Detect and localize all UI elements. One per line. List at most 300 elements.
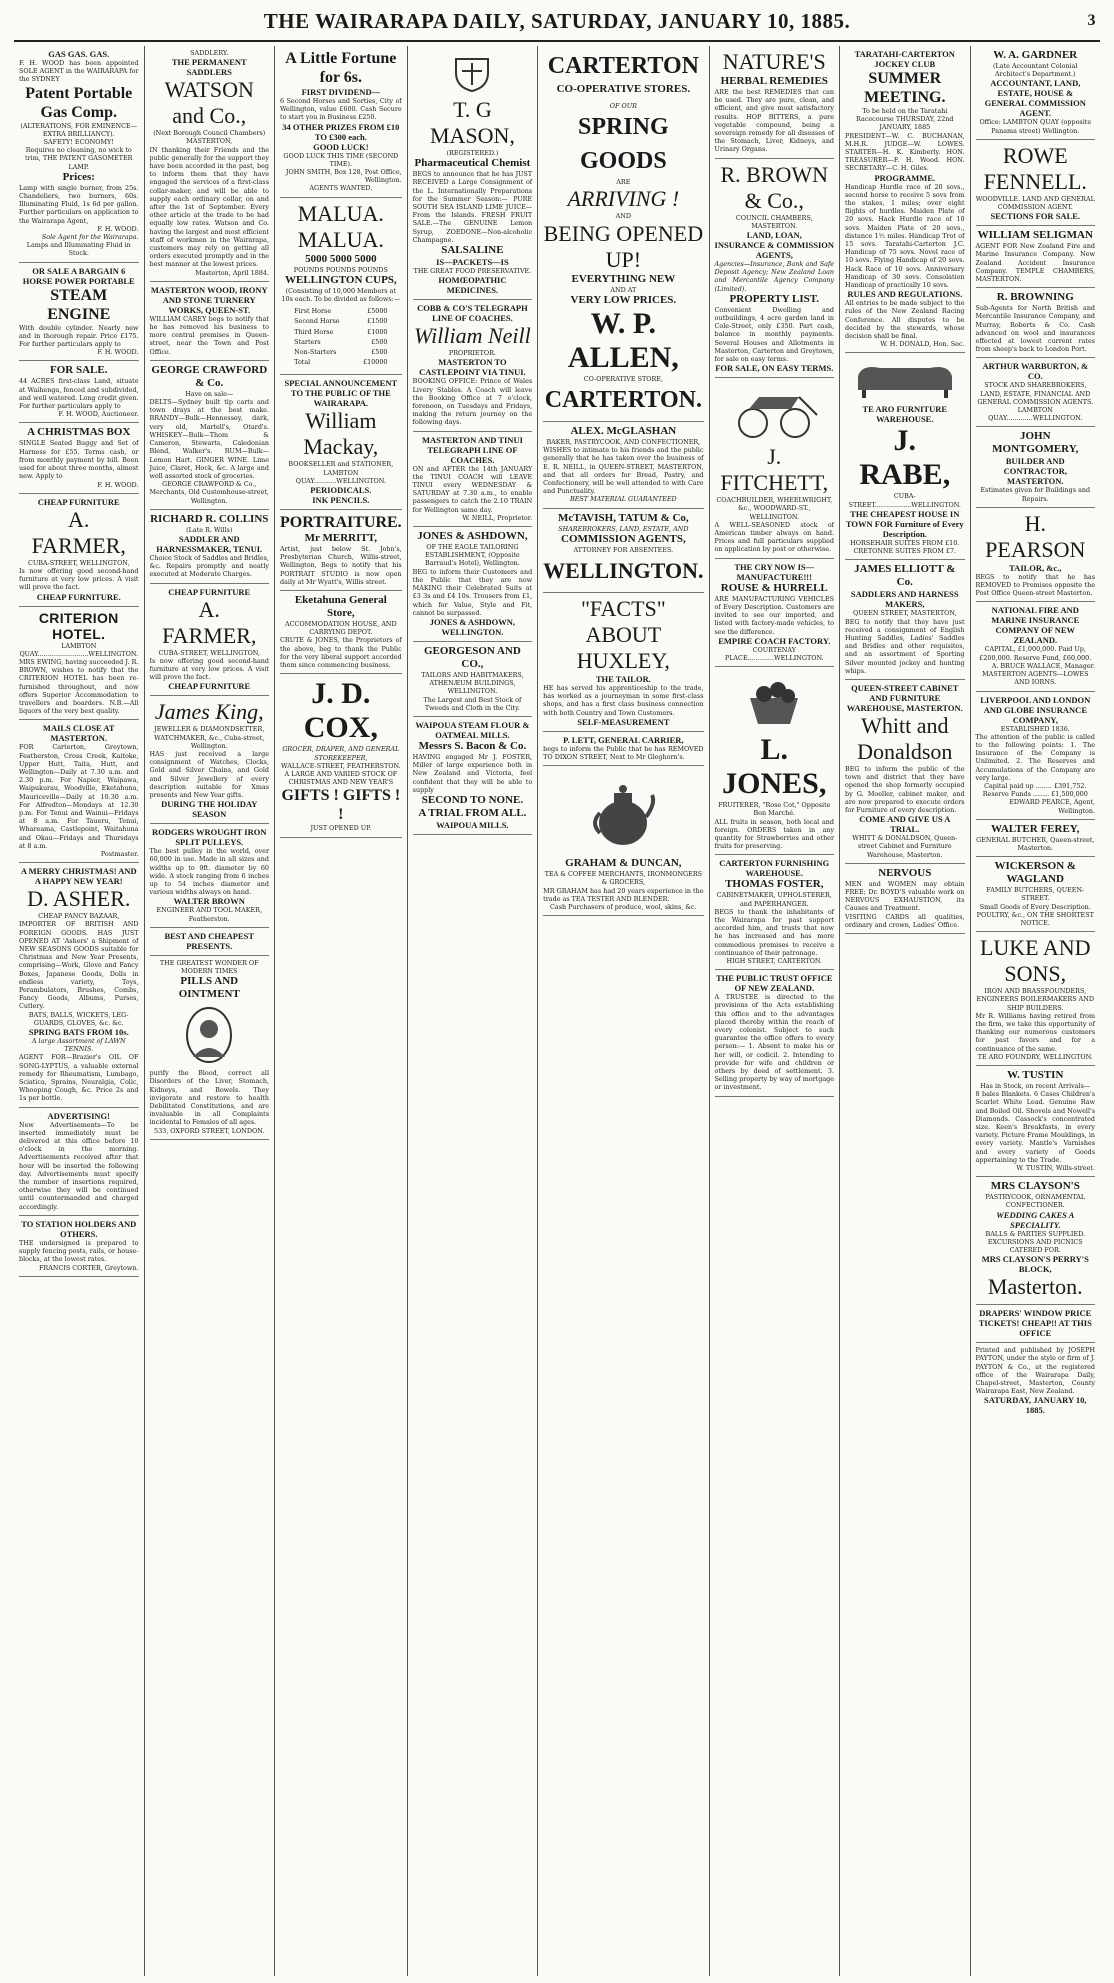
ad-address: QUEEN STREET, MASTERTON, bbox=[852, 609, 957, 618]
ad-text: The Largest and Best Stock of Tweeds and Cloth in the City. bbox=[423, 695, 522, 712]
ad-text: WILLIAM CAREY begs to notify that he has removed his business to more central premises in Queen-street, near the Town and Post Office. bbox=[149, 314, 269, 356]
ad-heading: SECOND TO NONE. bbox=[421, 793, 524, 806]
ad-text: AGENT FOR—Brazier's OIL OF SONG-LYPTUS, a valuable external remedy for Rheumatism, Lumbago, Sciatica, Sprains, Neuralgia, Colic, Whooping Cough, &c. Price 2s and 1s per bottle. bbox=[19, 1053, 139, 1103]
ad-public-trust bbox=[715, 970, 835, 1096]
ad-heading: THE PUBLIC TRUST OFFICE OF NEW ZEALAND. bbox=[715, 973, 833, 994]
prize-label: Starters bbox=[294, 337, 321, 346]
ad-text: MASTERTON AGENTS—LOWES AND IORNS. bbox=[982, 670, 1089, 687]
ad-text: WISHES to intimate to his friends and the public generally that he has taken over the business of E. R. NEILL, in QUEEN-STREET, MASTERTON, and that all orders for Bread, Pastry, and Confectionery, will be well attended to with Care and Punctuality. bbox=[543, 446, 704, 496]
ad-signature: FRANCIS CORTER, Greytown. bbox=[39, 1263, 139, 1272]
ad-title: L. JONES, bbox=[722, 733, 827, 801]
ad-tustin bbox=[976, 1066, 1096, 1177]
ad-fitchett bbox=[715, 378, 835, 558]
ad-heading: CHEAP FURNITURE bbox=[168, 681, 251, 692]
ad-for-sale bbox=[19, 361, 139, 423]
ad-text: 6 Second Horses and Sorties, City of Wellington, value £600. Cash Secure to start you in Business £250. bbox=[280, 97, 402, 122]
ad-text: IN thanking their Friends and the public generally for the support they have been accorded in the past, beg to inform them that they have engaged the services of a first-class collar-maker, and will be able to supply each ordinary collar, on and after the 1st of September. Every other article at the trade to be had equally low rates. Watson and Co. having the largest and most efficient staff of workmen in the Wairarapa, customers may rely on getting all orders executed promptly and in the best manner at the lowest prices. bbox=[149, 145, 269, 269]
prize-amount: £500 bbox=[371, 337, 388, 346]
ad-text: BATS, BALLS, WICKETS, LEG-GUARDS, GLOVES, &c. &c. bbox=[28, 1010, 129, 1027]
ad-heading: TO STATION HOLDERS AND OTHERS. bbox=[21, 1218, 137, 1239]
ad-ashdown bbox=[413, 527, 533, 642]
ad-text: The attention of the public is called to the following points: 1. The Insurance of the Company is Unlimited. 2. The Reserves and Accumulations of the Company are very large. bbox=[975, 732, 1096, 782]
ad-heading: CHEAP FURNITURE bbox=[37, 496, 120, 507]
ad-heading: OR SALE A BARGAIN 6 HORSE POWER PORTABLE bbox=[22, 265, 135, 286]
ad-king bbox=[150, 696, 270, 824]
ad-text: TE ARO FOUNDRY, WELLINGTON. bbox=[977, 1052, 1093, 1061]
ad-title: WICKERSON & WAGLAND bbox=[994, 860, 1077, 886]
ad-heading: MRS CLAYSON'S PERRY'S BLOCK, bbox=[981, 1254, 1089, 1275]
ad-turnery bbox=[150, 282, 270, 361]
portrait-engraving-icon bbox=[179, 1005, 239, 1065]
ad-title: WELLINGTON CUPS, bbox=[285, 273, 397, 286]
ad-asher bbox=[19, 863, 139, 1107]
ad-heading: LAND, LOAN, bbox=[746, 230, 802, 241]
ad-text: MRS EWING, having succeeded J. R. BROWN, wishes to notify that the CRITERION HOTEL has been re-furnished throughout, and now offers Superior Accommodation to travellers and boarders. N.B.—All liquors of the very best quality. bbox=[19, 657, 139, 716]
ad-title: NATURE'S bbox=[722, 49, 826, 74]
ad-lett bbox=[543, 732, 703, 766]
ad-holloway bbox=[150, 956, 270, 1140]
prize-label: First Horse bbox=[294, 307, 332, 316]
ad-heading: GAS GAS. GAS. bbox=[48, 49, 110, 59]
ad-text: Cash Purchasers of produce, wool, skins, &c. bbox=[550, 903, 697, 912]
ad-text: The best pulley in the world, over 60,000 in use. Made in all sizes and widths up to 9ft. diameter by 60 wide. A stock ranging from 6 inches up to 54 inches diameter and various widths always on hand. bbox=[149, 847, 269, 897]
ad-mason bbox=[413, 46, 533, 300]
ad-text: ARE bbox=[616, 178, 631, 187]
ad-subtitle: CO-OPERATIVE STORE, bbox=[583, 374, 663, 383]
ad-heading: SELF-MEASUREMENT bbox=[577, 716, 670, 727]
column-3 bbox=[275, 46, 408, 1976]
ad-heading: DRAPERS' WINDOW PRICE TICKETS! CHEAP!! AT THIS OFFICE bbox=[978, 1308, 1092, 1339]
ad-text: Requires no cleaning, no wick to trim, THE PATENT GASOMETER LAMP. bbox=[25, 146, 133, 171]
ad-title: A. FARMER, bbox=[31, 506, 126, 558]
ad-subtitle: Prices: bbox=[62, 170, 95, 183]
ad-cobb bbox=[413, 300, 533, 431]
ad-heading: SPECIAL ANNOUNCEMENT TO THE PUBLIC OF THE WAIRARAPA. bbox=[284, 378, 398, 409]
ad-text: Has in Stock, on recent Arrivals— bbox=[980, 1081, 1091, 1090]
ad-title: McTAVISH, TATUM & Co, bbox=[558, 511, 689, 524]
ad-text: ARE the best REMEDIES that can be used. They are pure, clean, and efficient, and give most satisfactory results. HOP BITTERS, a pure vegetable compound, being a sovereign remedy for all diseases of the Stomach, Liver, Kidneys, and Urinary Organs. bbox=[714, 88, 835, 154]
ad-signature: F. H. WOOD. bbox=[97, 224, 139, 233]
ad-heading: COMMISSION AGENTS, bbox=[561, 532, 686, 545]
ad-heading: WAIPOUA STEAM FLOUR & OATMEAL MILLS. bbox=[415, 719, 530, 740]
ad-national bbox=[976, 602, 1096, 691]
ad-elliott bbox=[845, 560, 965, 680]
ad-title: ARTHUR WARBURTON, & CO. bbox=[982, 361, 1089, 382]
imprint-text: Printed and published by JOSEPH PAYTON, under the style or firm of J. PAYTON & Co., at the registered office of the Wairarapa Daily, Chapel-street, Masterton, County Wairarapa East, New Zealand. bbox=[975, 1346, 1096, 1396]
ad-title: W. P. ALLEN, bbox=[567, 306, 679, 374]
ad-heading: MAILS CLOSE AT MASTERTON. bbox=[42, 723, 115, 744]
prize-row bbox=[294, 358, 387, 366]
ad-luke bbox=[976, 932, 1096, 1066]
ad-text: ON and AFTER the 14th JANUARY the TINUI COACH will LEAVE TINUI every WEDNESDAY & SATURDAY at 7.30 a.m., to enable passengers to catch the 2.10 TRAIN for Wellington same day. bbox=[412, 464, 533, 514]
ad-huxley bbox=[543, 593, 703, 732]
ad-text: Lamp with single burner, from 25s. Chandeliers, two burners, 60s. Illuminating Fluid, 1s 6d per gallon. Further particulars on application to the Wairarapa Agent, bbox=[19, 183, 139, 225]
ad-heading: COME AND GIVE US A TRIAL. bbox=[859, 814, 951, 835]
ad-subtitle: ACCOUNTANT, LAND, ESTATE, HOUSE & GENERAL COMMISSION AGENT. bbox=[984, 78, 1086, 119]
ad-title: LUKE AND SONS, bbox=[979, 935, 1091, 987]
ad-text: begs to inform the Public that he has REMOVED TO DIXON STREET, Next to Mr Gleghorn's. bbox=[543, 744, 704, 762]
ad-christmas-box bbox=[19, 423, 139, 493]
prize-row bbox=[294, 348, 387, 356]
ad-heading: THE PERMANENT SADDLERS bbox=[171, 57, 247, 78]
crest-icon bbox=[448, 53, 496, 93]
ad-title: Masterton. bbox=[987, 1274, 1083, 1300]
ad-text: BALLS & PARTIES SUPPLIED. bbox=[985, 1229, 1086, 1238]
ad-heading: EVERYTHING NEW bbox=[571, 272, 676, 285]
ad-subtitle: COACHBUILDER, WHEELWRIGHT, &c., WOODWARD-ST., WELLINGTON. bbox=[716, 496, 833, 521]
ad-title: WALTER BROWN bbox=[173, 896, 245, 907]
ad-title: W. A. GARDNER bbox=[993, 49, 1078, 61]
ad-signature: F. H. WOOD. bbox=[97, 348, 139, 357]
ad-text: ESTABLISHED 1836. bbox=[1000, 724, 1070, 733]
ad-subtitle: BAKER, PASTRYCOOK, AND CONFECTIONER, bbox=[546, 438, 701, 447]
ad-title: J. RABE, bbox=[859, 424, 951, 492]
ad-text: DELTS—Sydney built tip carts and town drays at the best make. BRANDY—Bulk—Hennessey, dark, very old, Martell's, Otard's. WHISKEY—Bulk—Thom & Cameron, Stewarts, Caledonian Blend, Walker's. RUM—Bulk—Lemon Hart. GINGER WINE. Lime Juice, Claret, Hock, &c. A large and well assorted stock of groceries. bbox=[149, 398, 269, 480]
ad-subtitle: SADDLERS AND HARNESS MAKERS, bbox=[850, 589, 959, 610]
ad-title: R. BROWN & Co., bbox=[720, 161, 829, 213]
ad-text: Artist, just below St. John's, Presbyterian Church, Willis-street, Wellington, Begs to notify that his PORTRAIT STUDIO is now open daily at Mr Wyatt's, Willis street. bbox=[280, 545, 402, 586]
ad-text: EXCURSIONS AND PICNICS CATERED FOR. bbox=[987, 1237, 1083, 1255]
ad-title: ROWE FENNELL. bbox=[983, 142, 1087, 194]
ad-heading: BEST AND CHEAPEST PRESENTS. bbox=[164, 930, 255, 951]
ad-heading: INK PENCILS. bbox=[312, 495, 370, 506]
ad-text: HORSEHAIR SUITES FROM £10. CRETONNE SUITES FROM £7. bbox=[850, 538, 960, 556]
ad-subtitle: Pharmaceutical Chemist bbox=[414, 157, 531, 170]
ad-title: J. D. COX, bbox=[303, 677, 378, 745]
ad-mackay bbox=[280, 375, 402, 510]
ad-text: F. H. WOOD has been appointed SOLE AGENT in the WAIRARAPA for the SYDNEY bbox=[19, 59, 139, 84]
ad-heading: VERY LOW PRICES. bbox=[570, 293, 677, 306]
ad-text: LAMBTON QUAY.........................WELLINGTON. bbox=[19, 641, 139, 658]
ad-heading: SECTIONS FOR SALE. bbox=[990, 211, 1081, 222]
ad-numbers: 5000 5000 5000 bbox=[305, 252, 377, 265]
ad-text: (Late R. Wills) bbox=[186, 525, 233, 534]
buggy-carriage-icon bbox=[729, 385, 819, 440]
ad-title: GEORGE CRAWFORD & Co. bbox=[151, 363, 268, 389]
ad-text: POUNDS POUNDS POUNDS bbox=[293, 265, 388, 274]
ad-text: Lamps and Illuminating Fluid in Stock. bbox=[26, 241, 131, 258]
ad-subtitle: CABINETMAKER, UPHOLSTERER, and PAPERHANGER. bbox=[716, 891, 832, 908]
ad-text: OF OUR bbox=[609, 102, 637, 110]
ad-heading: INSURANCE & COMMISSION AGENTS, bbox=[714, 240, 835, 261]
ad-text: THE GREAT FOOD PRESERVATIVE. bbox=[413, 267, 532, 276]
ad-signature: F. H. WOOD. bbox=[97, 480, 139, 489]
ad-title: CARTERTON bbox=[547, 53, 699, 79]
column-2 bbox=[145, 46, 276, 1976]
ad-signature: Postmaster. bbox=[100, 849, 139, 858]
ad-portraiture bbox=[280, 510, 402, 591]
ad-heading: RULES AND REGULATIONS. bbox=[847, 289, 963, 300]
ad-text: BEGS to thank the inhabitants of the Wairarapa for past support accorded him, and trusts that now he has increased and has more commodious premises to receive a continuance of their patronage. bbox=[714, 907, 835, 957]
ad-address: CUBA-STREET..................WELLINGTON. bbox=[848, 492, 961, 509]
ad-eketahuna bbox=[280, 591, 402, 674]
ad-heading: A TRIAL FROM ALL. bbox=[418, 806, 527, 819]
ad-text: A large Assortment of LAWN TENNIS. bbox=[31, 1037, 126, 1054]
ad-subtitle: FRUITERER, "Rose Cot," Opposite Bon Marché. bbox=[718, 801, 831, 818]
ad-text: ARE MANUFACTURING VEHICLES of Every Description. Customers are invited to see our imported, and listed with factory-made vehicles, to see the difference. bbox=[714, 594, 835, 636]
ad-text: POULTRY, &c., ON THE SHORTEST NOTICE. bbox=[976, 910, 1094, 927]
ad-text: BEST MATERIAL GUARANTEED bbox=[570, 495, 677, 504]
columns bbox=[14, 46, 1100, 1976]
prize-label: Non-Starters bbox=[294, 348, 337, 357]
ad-text: SINGLE Seated Buggy and Set of Harness for £55. Terms cash, or from monthly payment by bill. Been used for about three months, almost new. Apply to bbox=[19, 439, 139, 481]
ad-heading: MASTERTON TO CASTLEPOINT VIA TINUI. bbox=[419, 357, 526, 378]
ad-text: PROPRIETOR. bbox=[448, 349, 496, 358]
ad-heading: HOMŒOPATHIC MEDICINES. bbox=[438, 275, 507, 296]
ad-text: BEG to inform their Customers and the Public that they are now MAKING their Celebrated Suits at £3 3s and £4 10s. Trousers from £1, which for Value, Style and Fit, cannot be surpassed. bbox=[412, 567, 533, 617]
ad-text: JUST OPENED UP. bbox=[310, 824, 372, 833]
ad-liverpool bbox=[976, 692, 1096, 820]
ad-title: PILLS AND OINTMENT bbox=[178, 975, 240, 1001]
ad-heading: A MERRY CHRISTMAS! AND A HAPPY NEW YEAR! bbox=[20, 866, 137, 887]
ad-title: A. FARMER, bbox=[162, 596, 257, 648]
ad-text: ATTORNEY FOR ABSENTEES. bbox=[573, 545, 674, 554]
ad-text: (Consisting of 10,000 Members at 10s each. To be divided as follows:— bbox=[281, 286, 401, 304]
masthead-rule bbox=[14, 40, 1100, 42]
ad-text: BEGS to notify that he has REMOVED to Premises opposite the Post Office Queen-street Masterton. bbox=[975, 572, 1096, 598]
ad-text: New Advertisements—To be inserted immediately must be delivered at this office before 10 o'clock in the morning. Advertisements received after that hour will be inserted the following day. Advertisements must specify the number of insertions required, otherwise they will be continued until countermanded and charged accordingly. bbox=[19, 1120, 139, 1211]
ad-subtitle: TAILOR, &c., bbox=[1009, 562, 1062, 573]
ad-signature: A. BRUCE WALLACE, Manager. bbox=[991, 661, 1096, 670]
ad-warburton bbox=[976, 358, 1096, 427]
ad-heading: BEING OPENED UP! bbox=[543, 220, 704, 272]
imprint-date: SATURDAY, JANUARY 10, 1885. bbox=[984, 1395, 1087, 1416]
ad-title: MALUA. MALUA. bbox=[297, 200, 384, 252]
ad-heading: CHEAP FURNITURE. bbox=[36, 591, 121, 602]
ad-jones bbox=[715, 667, 835, 855]
ad-title: JAMES ELLIOTT & Co. bbox=[854, 563, 956, 589]
ad-text: BEGS to announce that he has JUST RECEIVED a Large Consignment of the L. Internationally Preparations for the Summer Season:— PURE SOUTH SEA ISLAND LIME JUICE—From the Islands. FRESH FRUIT SALE.—The GENUINE Lemon Syrup, ZOEDONE—Non-alcoholic Champagne. bbox=[412, 170, 533, 244]
ad-heading: DURING THE HOLIDAY SEASON bbox=[161, 799, 258, 820]
ad-heading: SPRING GOODS bbox=[578, 114, 669, 175]
ad-subtitle: FAMILY BUTCHERS, QUEEN-STREET. bbox=[986, 886, 1085, 903]
ad-title: RICHARD R. COLLINS bbox=[150, 512, 269, 525]
ad-text: Sub-Agents for North British and Mercantile Insurance Company, and Murray, Roberts & Co. Cash advanced on wool and insurances effected at lowest current rates from sheep's back to London Port. bbox=[975, 304, 1096, 354]
ad-signature: W. NEILL, Proprietor. bbox=[462, 513, 533, 522]
ad-subtitle: JEWELLER & DIAMONDSETTER, WATCHMAKER, &c., Cuba-street, Wellington. bbox=[154, 725, 265, 750]
ad-title: H. PEARSON bbox=[985, 510, 1086, 562]
ad-watson bbox=[150, 46, 270, 282]
prize-amount: £5000 bbox=[367, 307, 388, 316]
ad-heading: TARATAHI-CARTERTON JOCKEY CLUB bbox=[854, 49, 955, 69]
ad-text: Convenient Dwelling and outbuildings, 4 acre garden land in Cole-Street, only £350. Part cash, balance in monthly payments. Several Houses and Allotments in Masterton, Carterton and Greytown, for sale on easy terms. bbox=[714, 305, 835, 364]
ad-signature: JOHN SMITH, Box 128, Post Office, Wellington. bbox=[285, 168, 402, 185]
ad-subtitle: CHEAP FANCY BAZAAR, bbox=[38, 912, 120, 921]
ad-text: purify the Blood, correct all Disorders of the Liver, Stomach, Kidneys, and Bowels. They invigorate and restore to health Debilitated Constitutions, and are invaluable in all Complaints incidental to Females of all ages. bbox=[149, 1069, 269, 1127]
ad-clayson bbox=[976, 1177, 1096, 1305]
ad-text: BOOKSELLER and STATIONER, LAMBTON QUAY...........WELLINGTON. bbox=[288, 460, 394, 485]
ad-signature-note: Sole Agent for the Wairarapa. bbox=[41, 233, 139, 242]
ad-text: (Late Accountant Colonial Architect's Department.) bbox=[993, 62, 1078, 79]
ad-title: WILLIAM SELIGMAN bbox=[977, 229, 1093, 242]
ad-title: LIVERPOOL AND LONDON AND GLOBE INSURANCE COMPANY, bbox=[980, 694, 1091, 725]
prize-amount: £500 bbox=[371, 348, 388, 357]
ad-text: AGENT FOR New Zealand Fire and Marine Insurance Company. New Zealand Accident Insurance Company. TEMPLE CHAMBERS, MASTERTON. bbox=[975, 242, 1096, 284]
ad-signature: F. H. WOOD, Auctioneer. bbox=[58, 410, 139, 419]
ad-text: IMPORTER OF BRITISH AND FOREIGN GOODS. HAS JUST OPENED AT 'Ashers' a Shipment of NEW SEASONS GOODS suitable for Christmas and New Year Presents, comprising—Work, Glove and Fancy Boxes, Japanese Goods, Dolls in endless variety, Toys, Perambulators, Brushes, Combs, Fancy Goods, Albums, Purses, Cutlery. bbox=[19, 920, 139, 1011]
ad-text: SAFETY! ECONOMY! bbox=[43, 138, 114, 147]
ad-text: STOCK AND SHAREBROKERS, LAND, ESTATE, FINANCIAL AND GENERAL COMMISSION AGENTS. bbox=[977, 381, 1094, 406]
ad-title: A CHRISTMAS BOX bbox=[27, 426, 131, 439]
ad-text: (ALTERATIONS, FOR EMINENCE— EXTRA BRILLIANCY). bbox=[20, 121, 138, 138]
ad-text: AND AT bbox=[610, 285, 637, 294]
ad-heading: FOR SALE, ON EASY TERMS. bbox=[715, 363, 834, 374]
ad-title: STEAM ENGINE bbox=[47, 286, 111, 323]
ad-title: William Neill bbox=[414, 323, 531, 349]
ad-collins bbox=[150, 510, 270, 584]
ad-text: Small Goods of Every Description. bbox=[979, 902, 1091, 911]
ad-text: BEG to inform the public of the town and district that they have opened the shop formerly occupied by G. Moeller, cabinet maker, and are now prepared to execute orders for Furniture of every description. bbox=[845, 764, 965, 814]
ad-text: PRESIDENT—W. C. BUCHANAN, M.H.R. JUDGE—W. LOWES. STARTER—H. K. Kimberly. HON. TREASURER—F. H. Wood. HON. SECRETARY—C. H. Giles. bbox=[845, 131, 965, 173]
prize-row bbox=[294, 338, 387, 346]
ad-address: COURTENAY PLACE.............WELLINGTON. bbox=[724, 645, 824, 662]
ad-text: CUBA-STREET, WELLINGTON, bbox=[158, 648, 261, 657]
prize-amount: £10000 bbox=[363, 358, 388, 367]
ad-heading: PROPERTY LIST. bbox=[729, 292, 820, 305]
ad-ferey bbox=[976, 820, 1096, 857]
ad-text: BEG to notify that they have just received a consignment of English Hunting Saddles, Ladies' Saddles and Bridles and other requisites, and an assortment of Sporting Silver mounted jockey and hunting whips. bbox=[845, 617, 965, 675]
ad-fortune bbox=[280, 46, 402, 198]
ad-title: Whitt and Donaldson bbox=[857, 712, 953, 764]
ad-herbal bbox=[715, 46, 835, 159]
ad-criterion bbox=[19, 607, 139, 721]
ad-pearson bbox=[976, 508, 1096, 603]
ad-text: Office: LAMBTON QUAY (opposite Panama street) Wellington. bbox=[979, 118, 1092, 135]
ad-signature: GEORGE CRAWFORD & Co., Merchants, Old Customhouse-street, Wellington. bbox=[149, 480, 269, 505]
ad-signature: W. H. DONALD, Hon. Sec. bbox=[880, 340, 965, 349]
column-8 bbox=[971, 46, 1101, 1976]
ad-subtitle: SHAREBROKERS, LAND, ESTATE, AND bbox=[558, 524, 689, 533]
ad-subtitle: COUNCIL CHAMBERS, MASTERTON. bbox=[735, 213, 813, 230]
ad-presents bbox=[150, 928, 270, 956]
ad-brown bbox=[715, 159, 835, 379]
ad-heading: CARTERTON FURNISHING WAREHOUSE. bbox=[719, 858, 830, 879]
ad-title: CRITERION HOTEL. bbox=[38, 609, 119, 642]
ad-text: Is now offering good second-hand furniture at very low prices. A visit will prove the fact. bbox=[19, 566, 139, 592]
ad-signature: Masterton, April 1884. bbox=[195, 268, 269, 277]
ad-text: ENGINEER AND TOOL MAKER, Featherston. bbox=[156, 906, 262, 923]
ad-text: Estimates given for Buildings and Repairs. bbox=[980, 486, 1091, 503]
ad-montgomery bbox=[976, 427, 1096, 507]
ad-mctavish bbox=[543, 509, 703, 593]
ad-title: SUMMER MEETING. bbox=[864, 70, 946, 106]
ad-title: GEORGESON AND CO., bbox=[423, 644, 521, 670]
ad-heading: WEDDING CAKES A SPECIALITY. bbox=[996, 1209, 1075, 1230]
ad-text: A LARGE AND VARIED STOCK OF CHRISTMAS AND NEW YEAR'S bbox=[284, 769, 398, 787]
ad-heading: RODGERS WROUGHT IRON SPLIT PULLEYS. bbox=[152, 827, 267, 848]
teapot-icon bbox=[588, 773, 658, 853]
ad-gas bbox=[19, 46, 139, 263]
prize-row bbox=[294, 317, 387, 325]
ad-rodgers bbox=[150, 824, 270, 928]
ad-text: Is now offering good second-hand furniture at very low prices. A visit will prove the fact. bbox=[149, 656, 269, 682]
ad-text: With double cylinder. Nearly new and in thorough repair. Price £175. For further particulars apply to bbox=[19, 323, 139, 349]
ad-georgeson bbox=[413, 642, 533, 717]
ad-heading: THE GREATEST WONDER OF MODERN TIMES bbox=[159, 958, 259, 975]
ad-heading: GIFTS ! GIFTS ! ! bbox=[281, 787, 401, 824]
ad-heading: IS—PACKETS—IS bbox=[436, 257, 509, 268]
ad-cheap-furniture-2 bbox=[150, 584, 270, 697]
ad-subtitle: HERBAL REMEDIES bbox=[720, 75, 828, 87]
ad-heading: PERIODICALS. bbox=[310, 485, 372, 496]
ad-drapers bbox=[976, 1305, 1096, 1343]
prize-row bbox=[294, 307, 387, 315]
ad-text: VISITING CARDS all qualities, ordinary and crown, Ladies' Office. bbox=[845, 912, 965, 929]
ad-address: WALLACE-STREET, FEATHERSTON. bbox=[280, 761, 401, 770]
ad-crawford bbox=[150, 361, 270, 510]
ad-heading: MASTERTON AND TINUI TELEGRAPH LINE OF COACHES. bbox=[421, 434, 523, 465]
ad-text: HAVING engaged Mr J. FOSTER, Miller of large experience both in New Zealand and Victoria, feel confident that they will be able to supply bbox=[412, 752, 533, 794]
ad-text: A TRUSTEE is directed to the provisions of the Acts establishing this office and to the advantages placed thereby within the reach of every colonist. Subject to such guarantee the office offers to every person:— 1. Absent to make his or her will, or codicil. 2. Intending to provide for wife and children or others by deed of settlement. 3. Selling property by way of mortgage or investment. bbox=[714, 993, 835, 1092]
ad-rowe bbox=[976, 140, 1096, 226]
ad-foster bbox=[715, 855, 835, 970]
ad-heading: ADVERTISING! bbox=[47, 1110, 111, 1121]
ad-signature: WHITT & DONALDSON, Queen-street Cabinet and Furniture Warehouse, Masterton. bbox=[852, 834, 958, 859]
ad-text: Choice Stock of Saddles and Bridles, &c. Repairs promptly and neatly executed at Moderate Charges. bbox=[149, 553, 269, 579]
ad-heading: CHEAP FURNITURE bbox=[168, 586, 251, 597]
ad-heading: FIRST DIVIDEND— bbox=[301, 87, 381, 97]
ad-mcglashan bbox=[543, 422, 703, 509]
ad-station-holders bbox=[19, 1216, 139, 1277]
ad-title: JOHN MONTGOMERY, bbox=[992, 430, 1079, 456]
ad-title: WELLINGTON. bbox=[543, 558, 704, 584]
ad-title: MRS CLAYSON'S bbox=[990, 1180, 1080, 1193]
ad-title: Patent Portable Gas Comp. bbox=[25, 84, 133, 121]
ad-heading: SADDLERY. bbox=[190, 49, 229, 57]
masthead bbox=[14, 6, 1100, 40]
ad-waipoua bbox=[413, 717, 533, 835]
ad-signature: W. TUSTIN, Wills-street. bbox=[1016, 1164, 1096, 1173]
ad-heading: WAIPOUA MILLS. bbox=[436, 819, 509, 830]
ad-title: JONES & ASHDOWN, bbox=[417, 530, 528, 543]
ad-title: D. ASHER. bbox=[27, 886, 131, 912]
masthead-title: THE WAIRARAPA DAILY, SATURDAY, JANUARY 10, 1885. bbox=[263, 9, 851, 33]
ad-subtitle: BUILDER AND CONTRACTOR, MASTERTON. bbox=[1003, 456, 1067, 487]
ad-heading: THE CRY NOW IS— MANUFACTURE!!! bbox=[734, 561, 815, 582]
ad-title: THOMAS FOSTER, bbox=[725, 878, 824, 891]
ad-title: William Mackay, bbox=[303, 408, 379, 460]
ad-title: R. BROWNING bbox=[996, 291, 1074, 304]
ad-title: PORTRAITURE. bbox=[280, 514, 402, 532]
ad-title: W. TUSTIN bbox=[1007, 1068, 1064, 1081]
ad-title: Eketahuna General Store, bbox=[294, 594, 387, 620]
ad-text: HAS just received a large consignment of Watches, Clocks, Gold and Silver Chains, and Gold and Silver Jewellery of every description suitable for Xmas presents and New Year gifts. bbox=[149, 749, 269, 799]
sofa-icon bbox=[850, 360, 960, 400]
ad-text: Have on sale— bbox=[185, 389, 234, 398]
ad-heading: PROGRAMME. bbox=[874, 172, 936, 183]
ad-tinui bbox=[413, 432, 533, 527]
column-5 bbox=[538, 46, 709, 1976]
ad-text: CAPITAL, £1,000,000. Paid Up, £200,000. Reserve Fund, £60,000. bbox=[979, 645, 1092, 662]
ad-text: (Next Borough Council Chambers) MASTERTON, bbox=[153, 129, 266, 146]
ad-title: ALEX. McGLASHAN bbox=[570, 425, 677, 438]
ad-text: All entries to be made subject to the rules of the New Zealand Racing Conference. All disputes to be decided by the stewards, whose decision shall be final. bbox=[845, 299, 965, 341]
ad-text: AND bbox=[615, 212, 632, 221]
ad-text: MEN and WOMEN may obtain FREE; Dr. BOYD'S valuable work on NERVOUS EXHAUSTION, its Causes and Treatment. bbox=[845, 879, 965, 913]
column-4 bbox=[408, 46, 539, 1976]
ad-text: To be held on the Taratahi Racecourse THURSDAY, 22nd JANUARY, 1885 bbox=[856, 107, 954, 132]
ad-subtitle: GROCER, DRAPER, AND GENERAL STOREKEEPER, bbox=[282, 745, 400, 762]
ad-title: ROUSE & HURRELL bbox=[720, 581, 828, 594]
ad-title: SALSALINE bbox=[441, 244, 504, 257]
ad-signature: EDWARD PEARCE, Agent, Wellington. bbox=[1009, 798, 1096, 815]
ad-text: THE undersigned is prepared to supply fencing posts, rails, or house-blocks, at the lowest rates. bbox=[19, 1238, 139, 1264]
ad-heading: GOOD LUCK! bbox=[313, 141, 369, 152]
ad-title: CARTERTON. bbox=[544, 387, 702, 414]
ad-subtitle: PASTRYCOOK, ORNAMENTAL CONFECTIONER. bbox=[985, 1193, 1086, 1210]
ad-heading: QUEEN-STREET CABINET AND FURNITURE WAREHOUSE, MASTERTON. bbox=[846, 682, 963, 713]
ad-text: (REGISTERED.) bbox=[446, 149, 499, 157]
